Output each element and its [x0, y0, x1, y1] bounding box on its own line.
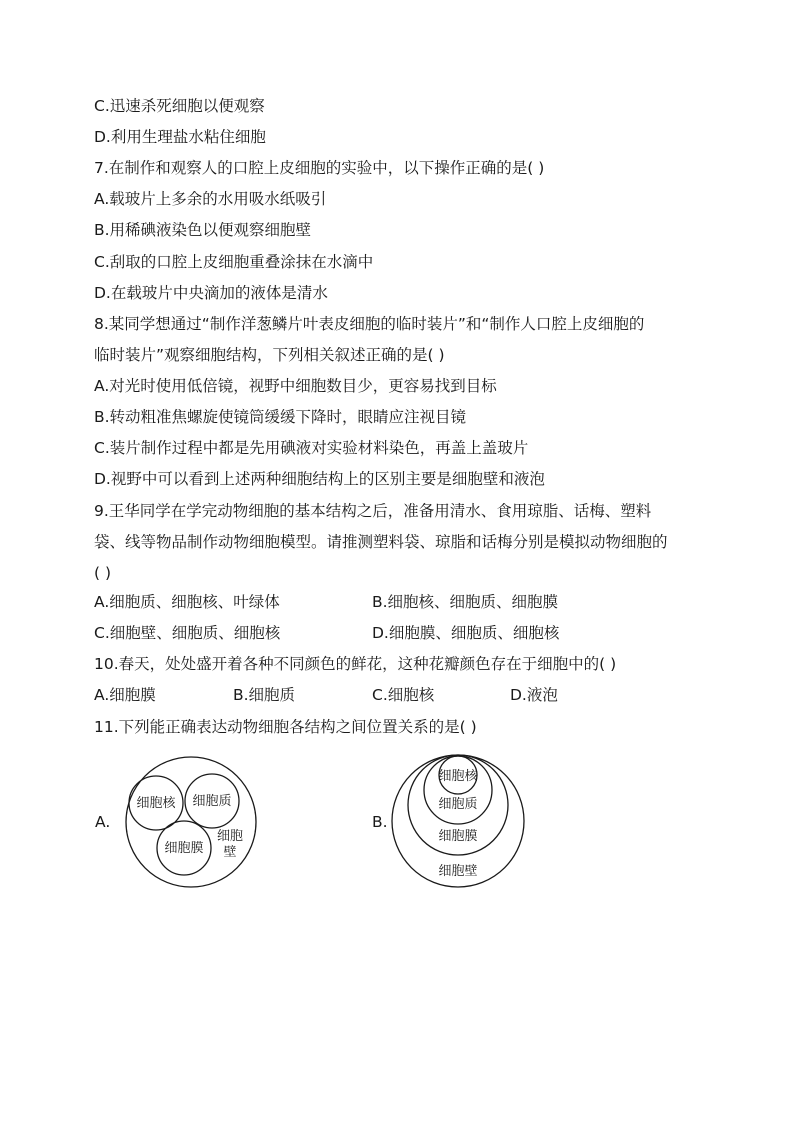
q7-option-d: D.在载玻片中央滴加的液体是清水 — [94, 284, 328, 302]
q9-stem-line2: 袋、线等物品制作动物细胞模型。请推测塑料袋、琼脂和话梅分别是模拟动物细胞的 — [94, 533, 668, 551]
q10-option-d: D.液泡 — [510, 686, 558, 704]
q6-option-d: D.利用生理盐水粘住细胞 — [94, 128, 266, 146]
q11-diagram-b-letter: B. — [372, 813, 388, 831]
diagram-a-nucleus-label: 细胞核 — [136, 796, 176, 811]
q7-option-c: C.刮取的口腔上皮细胞重叠涂抹在水滴中 — [94, 253, 374, 271]
q10-option-b: B.细胞质 — [233, 686, 296, 704]
diagram-b-membrane-label: 细胞膜 — [438, 829, 478, 844]
q11-diagram-b — [388, 753, 528, 890]
diagram-b-wall-label: 细胞壁 — [438, 864, 478, 879]
q11-diagram-a — [112, 755, 272, 890]
q9-option-c: C.细胞壁、细胞质、细胞核 — [94, 624, 281, 642]
diagram-b-cytoplasm-circle — [424, 756, 492, 824]
q7-stem: 7.在制作和观察人的口腔上皮细胞的实验中，以下操作正确的是( ) — [94, 159, 545, 177]
q11-diagram-a-letter: A. — [95, 813, 111, 831]
q9-option-b: B.细胞核、细胞质、细胞膜 — [372, 593, 559, 611]
q8-stem-line1: 8.某同学想通过“制作洋葱鳞片叶表皮细胞的临时装片”和“制作人口腔上皮细胞的 — [94, 315, 645, 333]
q10-option-a: A.细胞膜 — [94, 686, 156, 704]
q9-stem-line1: 9.王华同学在学完动物细胞的基本结构之后，准备用清水、食用琼脂、话梅、塑料 — [94, 502, 652, 520]
q7-option-b: B.用稀碘液染色以便观察细胞壁 — [94, 221, 312, 239]
diagram-a-wall-label-line1: 细胞 — [216, 829, 244, 844]
q9-stem-line3: ( ) — [94, 564, 112, 582]
diagram-a-membrane-label: 细胞膜 — [164, 841, 204, 856]
q9-option-a: A.细胞质、细胞核、叶绿体 — [94, 593, 280, 611]
q8-option-a: A.对光时使用低倍镜，视野中细胞数目少，更容易找到目标 — [94, 377, 497, 395]
diagram-a-wall-label-line2: 壁 — [223, 845, 237, 860]
q7-option-a: A.载玻片上多余的水用吸水纸吸引 — [94, 190, 327, 208]
q8-stem-line2: 临时装片”观察细胞结构，下列相关叙述正确的是( ) — [94, 346, 445, 364]
q8-option-b: B.转动粗准焦螺旋使镜筒缓缓下降时，眼睛应注视目镜 — [94, 408, 467, 426]
q10-option-c: C.细胞核 — [372, 686, 435, 704]
diagram-b-cytoplasm-label: 细胞质 — [438, 797, 478, 812]
q6-option-c: C.迅速杀死细胞以便观察 — [94, 97, 265, 115]
diagram-b-nucleus-label: 细胞核 — [438, 769, 478, 784]
diagram-a-cytoplasm-label: 细胞质 — [192, 794, 232, 809]
q11-stem: 11.下列能正确表达动物细胞各结构之间位置关系的是( ) — [94, 718, 477, 736]
q8-option-c: C.装片制作过程中都是先用碘液对实验材料染色，再盖上盖玻片 — [94, 439, 529, 457]
q8-option-d: D.视野中可以看到上述两种细胞结构上的区别主要是细胞壁和液泡 — [94, 470, 545, 488]
q10-stem: 10.春天，处处盛开着各种不同颜色的鲜花，这种花瓣颜色存在于细胞中的( ) — [94, 655, 617, 673]
q9-option-d: D.细胞膜、细胞质、细胞核 — [372, 624, 560, 642]
